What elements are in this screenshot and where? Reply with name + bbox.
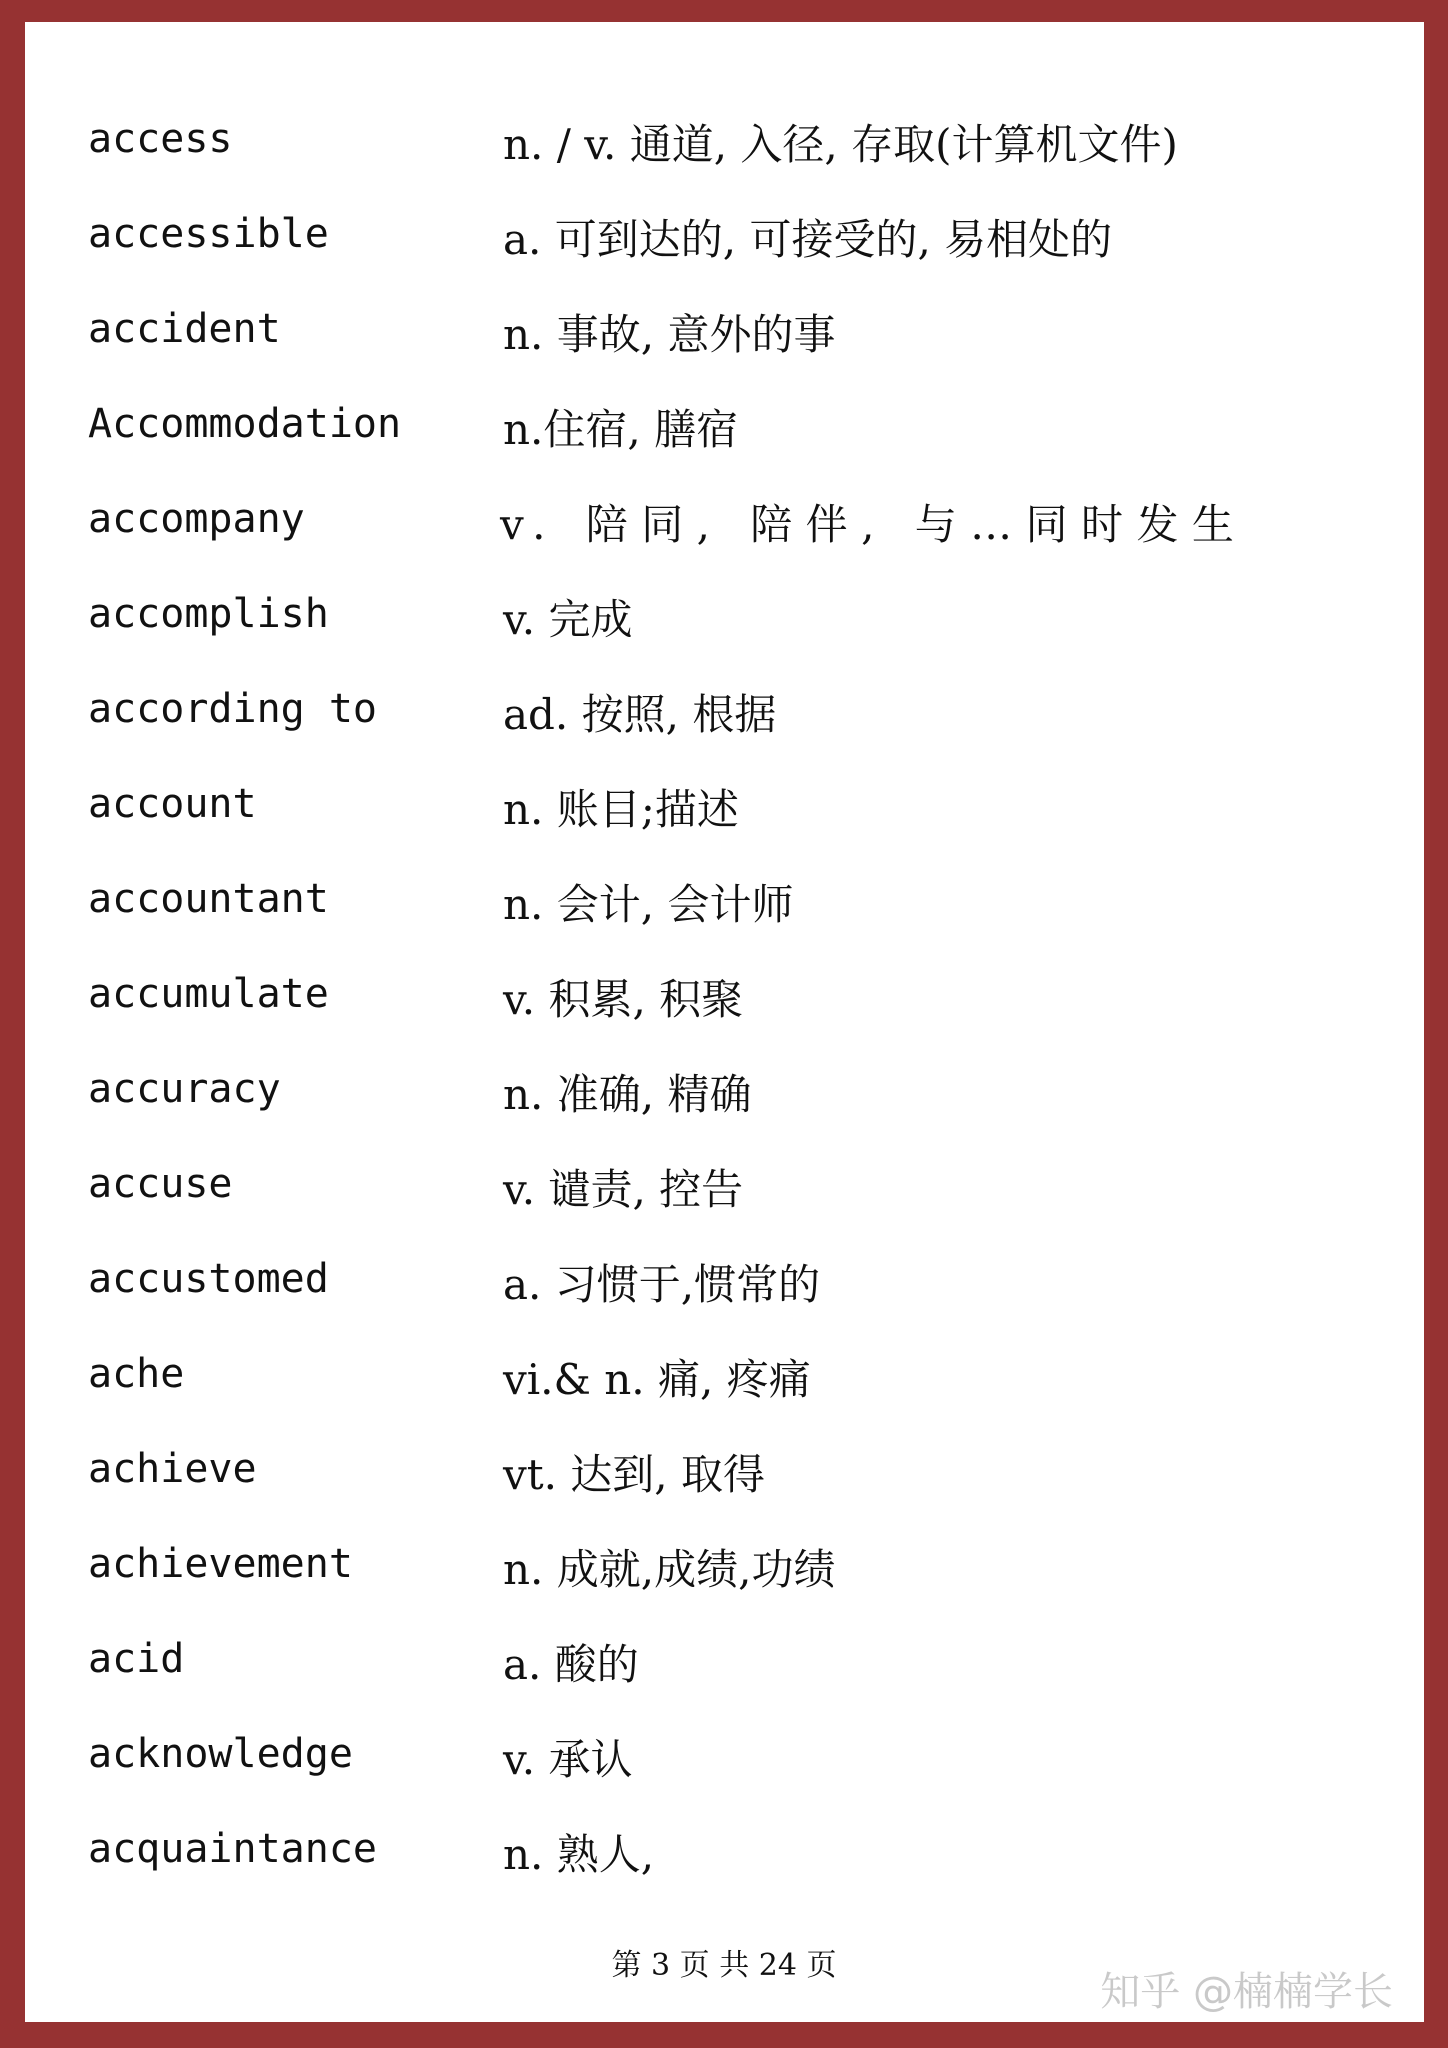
list-item (88, 1145, 1368, 1240)
entry-definition: a. 酸的 (503, 1640, 639, 1689)
vocabulary-list (88, 100, 1368, 1905)
entry-word: according to (88, 686, 377, 732)
list-item (88, 1335, 1368, 1430)
list-item (88, 670, 1368, 765)
entry-word: accuracy (88, 1066, 281, 1112)
entry-definition: n. 准确, 精确 (503, 1070, 752, 1119)
list-item (88, 1810, 1368, 1905)
list-item (88, 955, 1368, 1050)
entry-definition: n.住宿, 膳宿 (503, 405, 739, 454)
entry-word: acknowledge (88, 1731, 353, 1777)
entry-word: accustomed (88, 1256, 329, 1302)
list-item (88, 100, 1368, 195)
entry-definition: a. 习惯于,惯常的 (503, 1260, 821, 1309)
entry-word: Accommodation (88, 401, 402, 447)
list-item (88, 1525, 1368, 1620)
entry-word: accuse (88, 1161, 233, 1207)
entry-definition: n. / v. 通道, 入径, 存取(计算机文件) (503, 120, 1178, 169)
entry-definition: n. 熟人, (503, 1830, 655, 1879)
entry-word: achievement (88, 1541, 353, 1587)
list-item (88, 1240, 1368, 1335)
page-number-label: 第 3 页 共 24 页 (611, 1948, 837, 1983)
list-item (88, 1715, 1368, 1810)
list-item (88, 765, 1368, 860)
entry-word: accomplish (88, 591, 329, 637)
list-item (88, 480, 1368, 575)
entry-word: accessible (88, 211, 329, 257)
entry-definition: vi.& n. 痛, 疼痛 (503, 1355, 811, 1404)
entry-definition: vt. 达到, 取得 (503, 1450, 766, 1499)
entry-word: accident (88, 306, 281, 352)
list-item (88, 1430, 1368, 1525)
list-item (88, 290, 1368, 385)
entry-word: accompany (88, 496, 305, 542)
entry-word: acid (88, 1636, 185, 1682)
entry-definition: a. 可到达的, 可接受的, 易相处的 (503, 215, 1113, 264)
entry-word: accumulate (88, 971, 329, 1017)
entry-definition: ad. 按照, 根据 (503, 690, 777, 739)
list-item (88, 575, 1368, 670)
entry-definition: v. 承认 (503, 1735, 633, 1784)
list-item (88, 860, 1368, 955)
entry-word: access (88, 116, 233, 162)
entry-definition: n. 账目;描述 (503, 785, 739, 834)
entry-definition: n. 成就,成绩,功绩 (503, 1545, 836, 1594)
entry-definition: n. 事故, 意外的事 (503, 310, 836, 359)
list-item (88, 195, 1368, 290)
entry-word: ache (88, 1351, 185, 1397)
entry-word: account (88, 781, 257, 827)
list-item (88, 1050, 1368, 1145)
entry-word: acquaintance (88, 1826, 377, 1872)
entry-definition: n. 会计, 会计师 (503, 880, 794, 929)
watermark: 知乎 @楠楠学长 (1100, 1969, 1393, 2015)
entry-word: accountant (88, 876, 329, 922)
list-item (88, 1620, 1368, 1715)
entry-definition: v. 积累, 积聚 (503, 975, 744, 1024)
entry-word: achieve (88, 1446, 257, 1492)
entry-definition: v. 谴责, 控告 (503, 1165, 744, 1214)
entry-definition: v. 陪同, 陪伴, 与…同时发生 (500, 500, 1248, 549)
list-item (88, 385, 1368, 480)
entry-definition: v. 完成 (503, 595, 633, 644)
